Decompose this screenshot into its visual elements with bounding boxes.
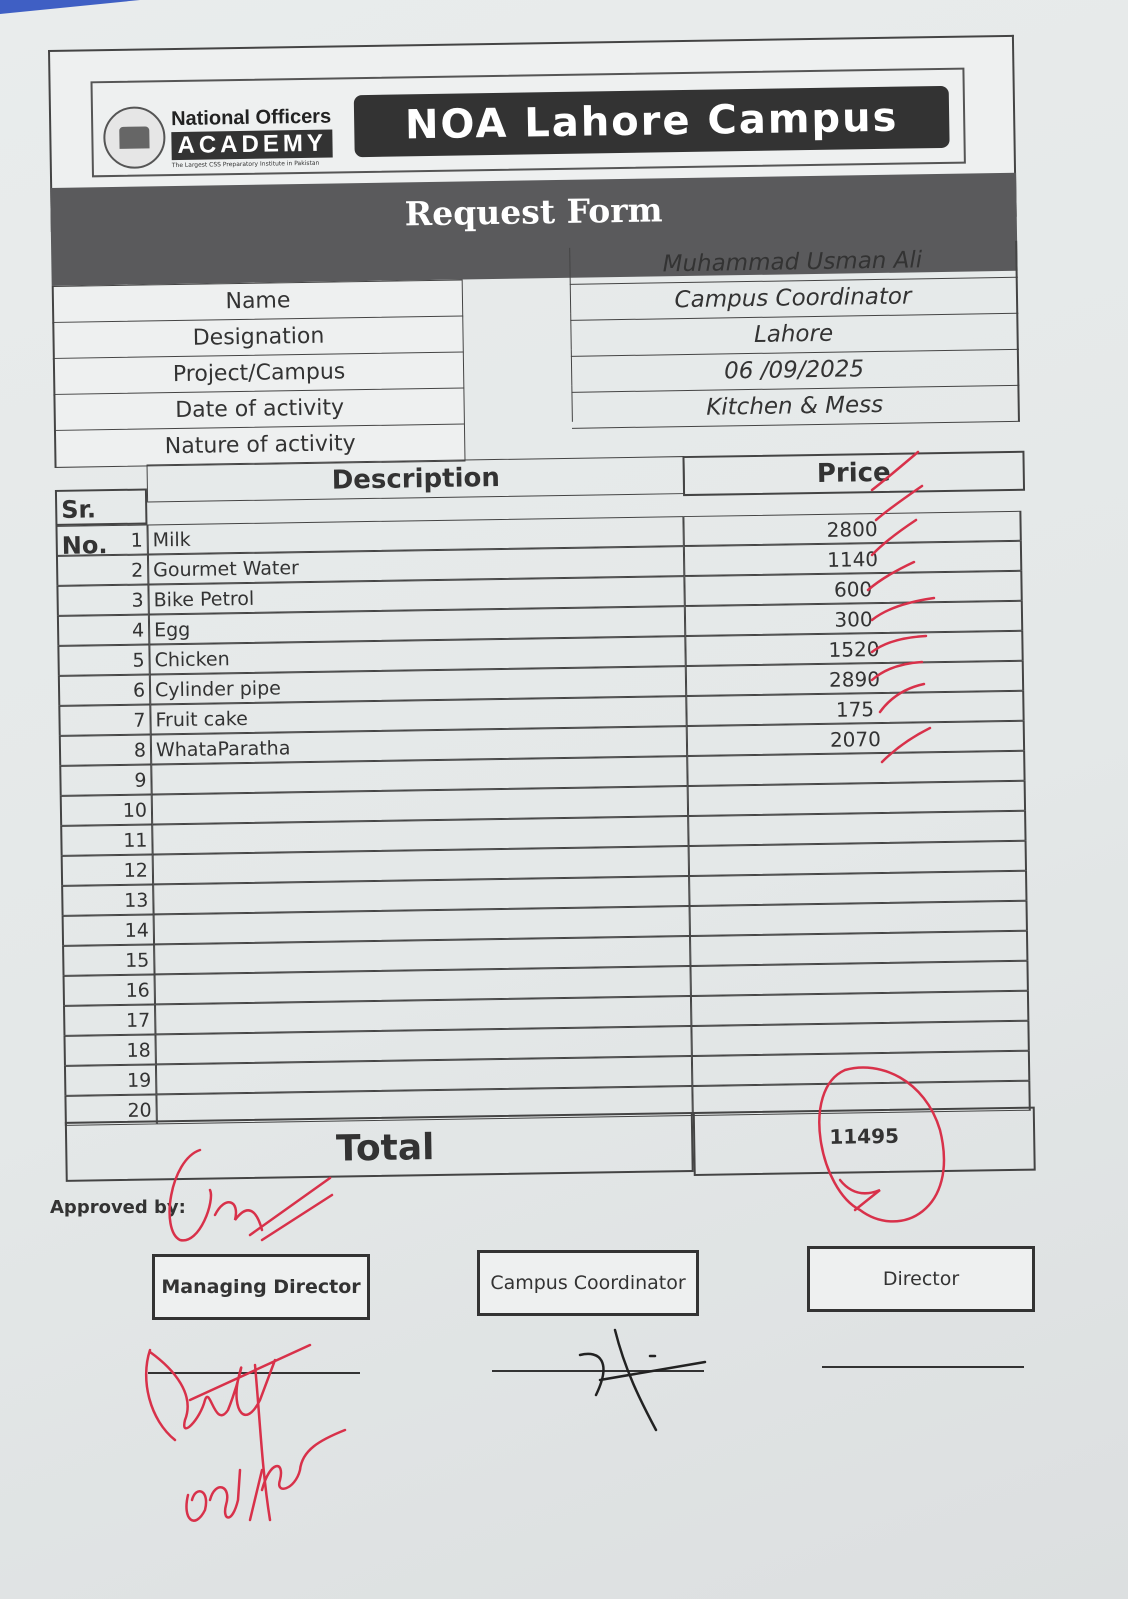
info-value-campus: Lahore [570,313,1019,357]
info-value-name: Muhammad Usman Ali [569,241,1018,285]
info-value-designation: Campus Coordinator [570,277,1019,321]
approved-by-label: Approved by: [50,1197,186,1218]
row-sr-no: 19 [64,1064,156,1095]
row-price: 1140 [684,541,1022,576]
row-price: 2800 [683,511,1021,546]
row-description: Milk [147,516,683,554]
campus-coordinator-box: Campus Coordinator [477,1250,699,1316]
row-sr-no: 7 [58,704,150,735]
org-tagline: The Largest CSS Preparatory Institute in Pakistan [171,159,320,170]
org-name-line2: ACADEMY [171,130,333,161]
approver-signature [170,1150,332,1240]
row-sr-no: 17 [63,1004,155,1035]
row-sr-no: 18 [63,1034,155,1065]
row-sr-no: 3 [56,584,148,615]
check-mark [868,562,914,590]
row-description: Egg [149,606,685,644]
row-sr-no: 16 [63,974,155,1005]
row-sr-no: 9 [59,764,151,795]
row-sr-no: 15 [62,944,154,975]
row-sr-no: 4 [57,614,149,645]
row-description: Bike Petrol [148,576,684,614]
row-sr-no: 5 [57,644,149,675]
total-circle-mark [819,1068,944,1222]
check-mark [876,486,922,520]
row-sr-no: 11 [60,824,152,855]
row-sr-no: 2 [56,554,148,585]
row-sr-no: 1 [55,524,147,555]
total-value: 11495 [693,1107,1036,1176]
check-mark [872,636,926,652]
check-mark [880,684,924,712]
total-label: Total [65,1112,694,1182]
row-description: WhataParatha [151,726,687,764]
info-value-date: 06 /09/2025 [571,349,1020,393]
row-sr-no: 14 [62,914,154,945]
row-price: 600 [684,571,1022,606]
header-sr-no: Sr. No. [55,489,148,526]
info-value-nature: Kitchen & Mess [571,385,1020,429]
row-price: 175 [686,691,1024,726]
row-sr-no: 10 [60,794,152,825]
info-label-designation: Designation [52,316,464,360]
row-price: 2890 [686,661,1024,696]
check-mark [872,520,916,555]
check-mark [872,598,934,620]
row-description: Chicken [149,636,685,674]
row-sr-no: 20 [64,1094,156,1125]
row-sr-no: 8 [59,734,151,765]
campus-coordinator-signature [580,1330,705,1430]
form-title: Request Form [404,190,663,234]
header-price: Price [682,451,1025,496]
org-name-line1: National Officers [170,105,332,131]
check-mark [872,452,918,490]
row-sr-no: 12 [61,854,153,885]
row-sr-no: 13 [61,884,153,915]
info-label-nature: Nature of activity [54,423,466,467]
info-label-campus: Project/Campus [53,352,465,396]
row-price: 1520 [685,631,1023,666]
check-mark [872,662,922,680]
info-label-name: Name [52,280,464,324]
row-price: 2070 [687,721,1025,756]
handwritten-date-6-9-2025 [186,1430,345,1521]
row-description: Gourmet Water [148,546,684,584]
managing-director-box: Managing Director [152,1254,370,1320]
header-description: Description [147,456,686,502]
row-sr-no: 6 [58,674,150,705]
director-box: Director [807,1246,1035,1312]
info-label-date: Date of activity [53,388,465,432]
row-description: Fruit cake [150,696,686,734]
row-description: Cylinder pipe [150,666,686,704]
row-price: 300 [685,601,1023,636]
campus-banner: NOA Lahore Campus [354,86,950,157]
check-mark [882,728,930,762]
total-initial-mark [840,1180,880,1210]
